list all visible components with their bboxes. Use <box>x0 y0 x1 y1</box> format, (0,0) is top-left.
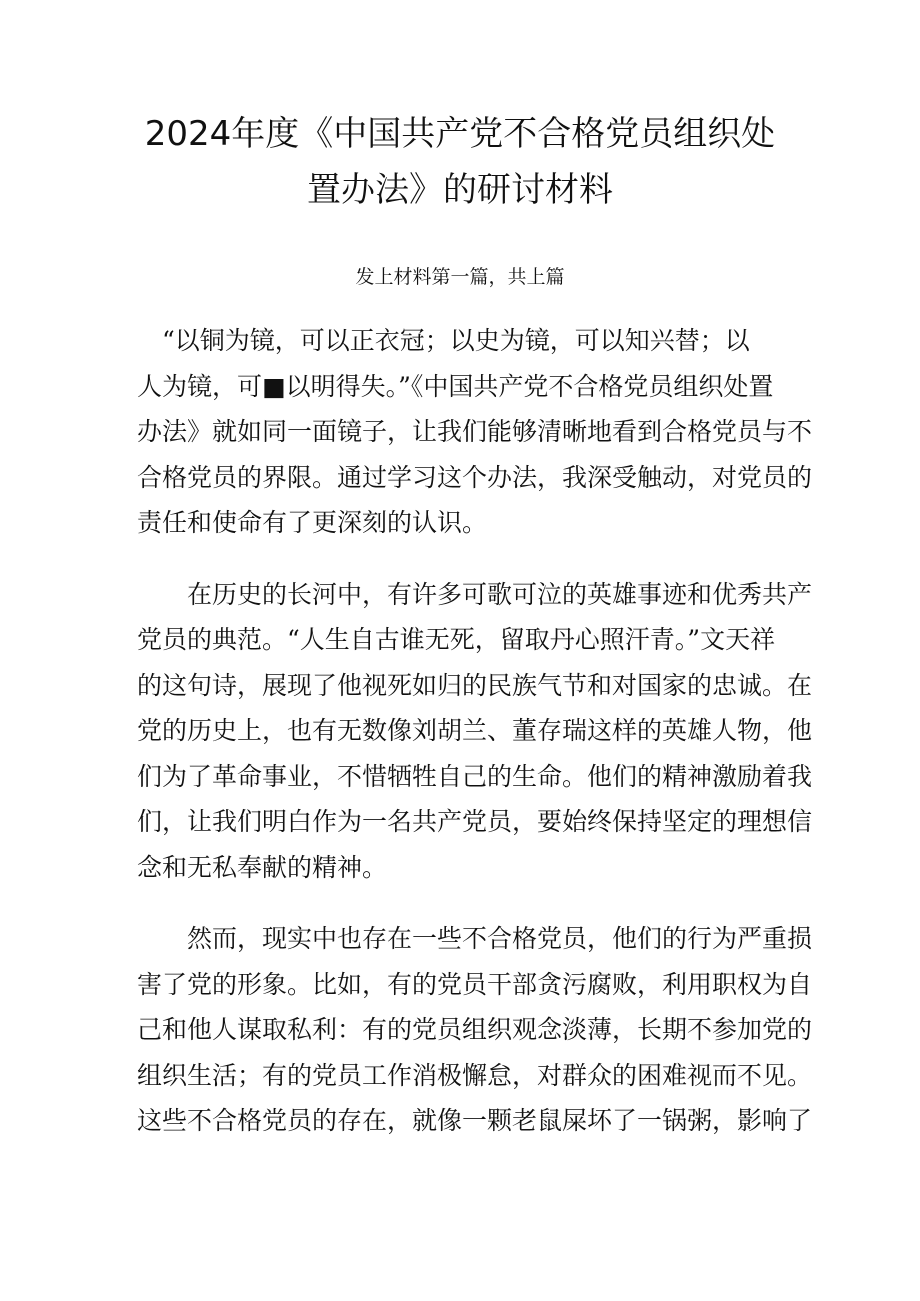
document-title <box>140 106 780 218</box>
text-line: 的这句诗，展现了他视死如归的民族气节和对国家的忠诚。在 <box>137 670 813 700</box>
document-subtitle: 发上材料第一篇，共上篇 <box>355 266 565 288</box>
text-line: 念和无私奉献的精神。 <box>137 852 388 882</box>
text-line: 党的历史上，也有无数像刘胡兰、董存瑞这样的英雄人物，他 <box>137 716 813 745</box>
text-line: “以铜为镜，可以正衣冠；以史为镜，可以知兴替；以 <box>137 326 750 355</box>
paragraph-1 <box>137 318 813 546</box>
document-body <box>137 318 813 1170</box>
text-line: 在历史的长河中，有许多可歌可泣的英雄事迹和优秀共产 <box>137 579 813 609</box>
paragraph-3 <box>137 916 813 1144</box>
text-line: 合格党员的界限。通过学习这个办法，我深受触动，对党员的 <box>137 462 813 492</box>
text-line: 然而，现实中也存在一些不合格党员，他们的行为严重损 <box>137 924 813 953</box>
title-line: 2024年度《中国共产党不合格党员组织处 <box>144 114 776 154</box>
text-line: 组织生活；有的党员工作消极懈怠，对群众的困难视而不见。 <box>137 1060 813 1090</box>
text-line: 己和他人谋取私利：有的党员组织观念淡薄，长期不参加党的 <box>137 1015 813 1044</box>
paragraph-2 <box>137 572 813 891</box>
text-line: 人为镜，可■以明得失。”《中国共产党不合格党员组织处置 <box>137 371 774 401</box>
text-line: 这些不合格党员的存在，就像一颗老鼠屎坏了一锅粥，影响了 <box>137 1106 813 1135</box>
text-line: 办法》就如同一面镜子，让我们能够清晰地看到合格党员与不 <box>137 417 813 446</box>
text-line: 们为了革命事业，不惜牺牲自己的生命。他们的精神激励着我 <box>137 761 813 791</box>
text-line: 党员的典范。“人生自古谁无死，留取丹心照汗青。”文天祥 <box>137 625 776 654</box>
text-line: 责任和使命有了更深刻的认识。 <box>137 508 488 537</box>
text-line: 们，让我们明白作为一名共产党员，要始终保持坚定的理想信 <box>137 807 813 836</box>
title-line: 置办法》的研讨材料 <box>307 170 613 210</box>
text-line: 害了党的形象。比如，有的党员干部贪污腐败，利用职权为自 <box>137 969 813 999</box>
